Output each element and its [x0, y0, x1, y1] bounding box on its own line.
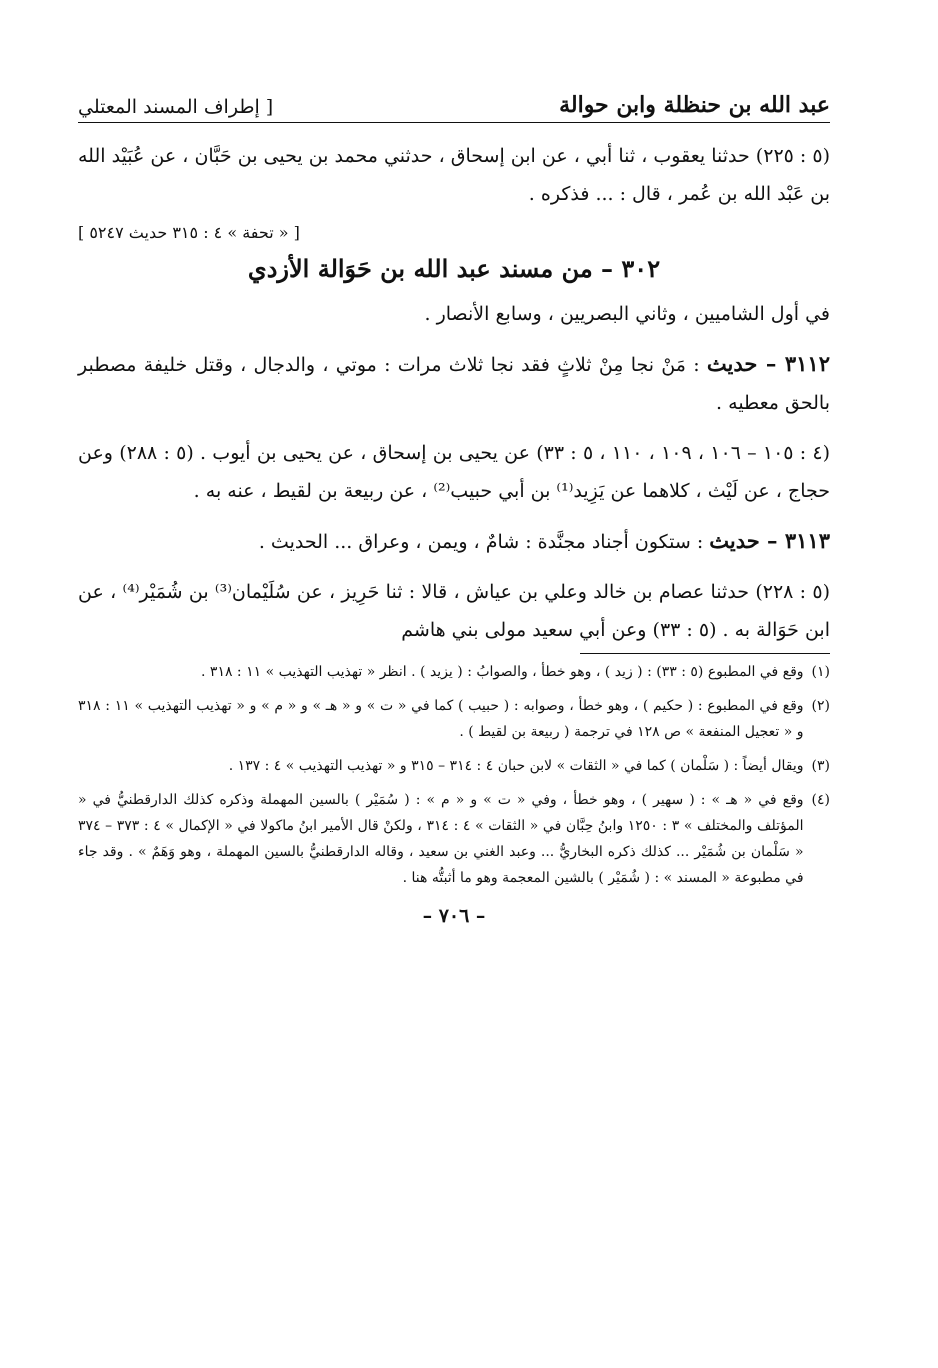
- footnote-number: (٢): [811, 698, 830, 714]
- hadith-3113: [78, 522, 830, 561]
- footnote-text: وقع في المطبوع (٥ : ٣٣) : ( زيد ) ، وهو خطأ ، والصوابُ : ( يزيد ) . انظر « تهذيب التهذيب » ١١ : ٣١٨ .: [201, 664, 804, 680]
- footnote-number: (٣): [811, 758, 830, 774]
- hadith-number: ٣١١٣ – حديث: [709, 528, 830, 553]
- hadith-text: : ستكون أجناد مجنَّدة : شامٌ ، ويمن ، وعراق ... الحديث .: [258, 531, 704, 553]
- chain-paragraph-3: (٥ : ٢٢٨) حدثنا عصام بن خالد وعلي بن عياش ، قالا : ثنا حَرِيز ، عن سُلَيْمان⁽³⁾ بن شُمَيْر⁽⁴⁾ ، عن ابن حَوَالة به . (٥ : ٣٣) وعن أبي سعيد مولى بني هاشم: [78, 581, 830, 641]
- chain-paragraph-1: (٥ : ٢٢٥) حدثنا يعقوب ، ثنا أبي ، عن ابن إسحاق ، حدثني محمد بن يحيى بن حَبَّان ، عن عُبَيْد الله بن عَبْد الله بن عُمر ، قال : ... فذكره .: [78, 145, 831, 205]
- hadith-3112: [78, 345, 830, 422]
- footnote-number: (٤): [811, 792, 830, 808]
- footnote: [78, 659, 830, 685]
- running-header: [78, 72, 830, 123]
- section-intro: في أول الشاميين ، وثاني البصريين ، وسابع الأنصار .: [424, 303, 830, 325]
- footnote-text: ويقال أيضاً : ( سَلْمان ) كما في « الثقات » لابن حبان ٤ : ٣١٤ – ٣١٥ و « تهذيب التهذيب » ٤ : ١٣٧ .: [228, 758, 804, 774]
- hadith-number: ٣١١٢ – حديث: [706, 351, 830, 376]
- chapter-title: عبد الله بن حنظلة وابن حوالة: [559, 92, 830, 118]
- chain-paragraph-2: (٤ : ١٠٥ – ١٠٦ ، ١٠٩ ، ١١٠ ، ٥ : ٣٣) عن يحيى بن إسحاق ، عن يحيى بن أيوب . (٥ : ٢٨٨) وعن حجاج ، عن لَيْث ، كلاهما عن يَزِيد⁽¹⁾ بن أبي حبيب⁽²⁾ ، عن ربيعة بن لقيط ، عنه به .: [78, 442, 831, 502]
- footnote: [78, 753, 830, 779]
- footnote: [78, 787, 830, 891]
- book-title: [ إطراف المسند المعتلي: [78, 96, 274, 118]
- footnote: [78, 693, 830, 745]
- footnote-text: وقع في « هـ » : ( سهير ) ، وهو خطأ ، وفي « ت » و « م » : ( سُمَيْر ) بالسين المهملة وذكره كذلك الدارقطنيُّ في « المؤتلف والمختلف » ٣ : ١٢٥٠ وابنُ حِبَّان في « الثقات » ٤ : ٣١٤ ، ولكنْ قال الأمير ابنُ ماكولا في « الإكمال » ٤ : ٣٧٣ – ٣٧٤ « سَلْمان بن شُمَيْر ... كذلك ذكره البخاريُّ ... وعبد الغني بن سعيد ، وقاله الدارقطنيُّ بالسين المهملة ، وهو وَهَمٌ » . وقد جاء في مطبوعة « المسند » : ( شُمَيْر ) بالشين المعجمة وهو ما أثبتُّه هنا .: [78, 792, 804, 886]
- tuhfa-reference: [ « تحفة » ٤ : ٣١٥ حديث ٥٢٤٧ ]: [78, 223, 300, 242]
- footnote-text: وقع في المطبوع : ( حكيم ) ، وهو خطأ ، وصوابه : ( حبيب ) كما في « ت » و « هـ » و « م » و « تهذيب التهذيب » ١١ : ٣١٨ و « تعجيل المنفعة » ص ١٢٨ في ترجمة ( ربيعة بن لقيط ) .: [78, 698, 804, 740]
- main-text: [78, 137, 830, 649]
- page-number: – ٧٠٦ –: [422, 905, 486, 927]
- footnote-number: (١): [811, 664, 830, 680]
- hadith-text: : مَنْ نجا مِنْ ثلاثٍ فقد نجا ثلاث مرات : موتي ، والدجال ، وقتل خليفة مصطبر بالحق معطيه .: [78, 354, 830, 414]
- section-title: ٣٠٢ – من مسند عبد الله بن حَوَالة الأزدي: [247, 254, 661, 283]
- footnotes: [78, 659, 830, 891]
- book-page: [78, 72, 830, 927]
